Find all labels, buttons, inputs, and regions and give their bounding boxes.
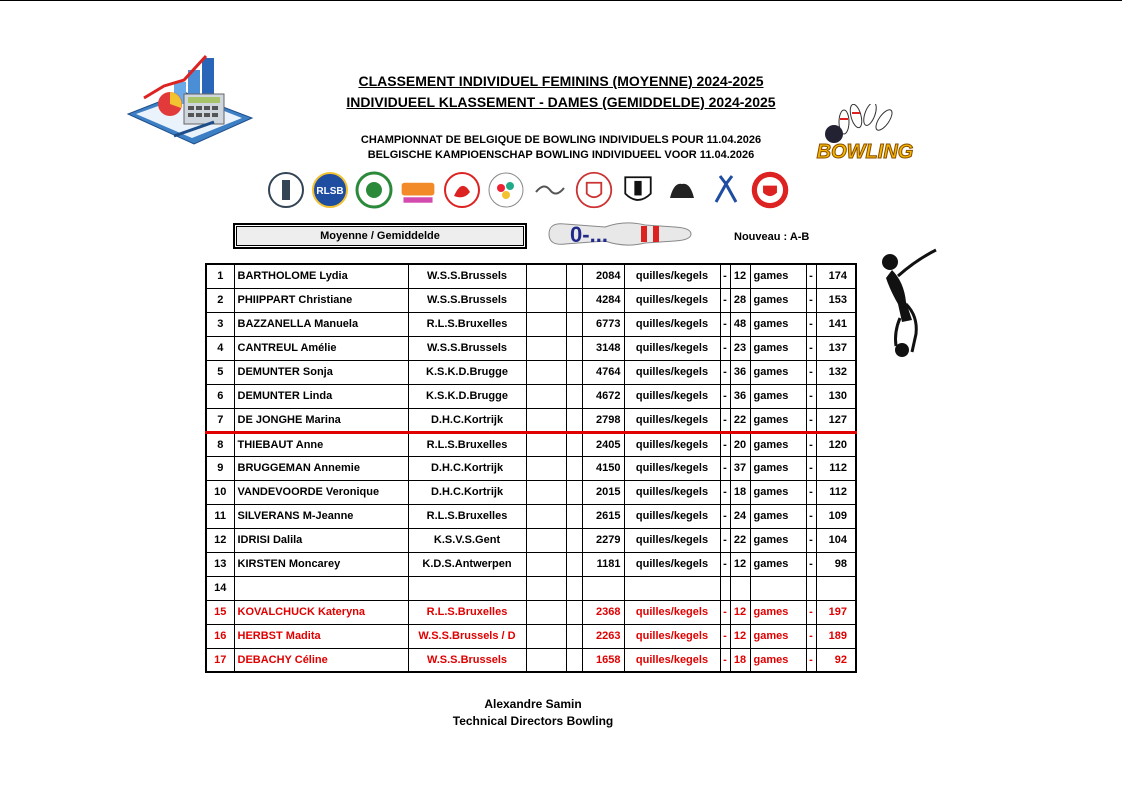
games-count-cell: 18 [730, 648, 750, 672]
rank-cell: 10 [206, 480, 234, 504]
separator-cell: - [720, 552, 730, 576]
rank-cell: 3 [206, 312, 234, 336]
table-row [206, 360, 856, 384]
games-label-cell: games [750, 456, 806, 480]
player-name-cell: DE JONGHE Marina [234, 408, 408, 432]
games-label-cell: games [750, 528, 806, 552]
pins-total-cell: 4764 [582, 360, 624, 384]
ranking-table-body [206, 264, 856, 672]
empty-cell [566, 600, 582, 624]
separator-cell: - [806, 600, 816, 624]
player-name-cell: VANDEVOORDE Veronique [234, 480, 408, 504]
table-row [206, 456, 856, 480]
empty-cell [566, 408, 582, 432]
pins-total-cell: 2405 [582, 432, 624, 456]
unit-cell: quilles/kegels [624, 624, 720, 648]
average-cell: 112 [816, 456, 856, 480]
games-label-cell: games [750, 504, 806, 528]
games-label-cell: games [750, 384, 806, 408]
colorful-club-logo-icon [398, 170, 438, 210]
unit-cell: quilles/kegels [624, 528, 720, 552]
federation-seal-icon [266, 170, 306, 210]
table-row [206, 528, 856, 552]
pins-total-cell: 1181 [582, 552, 624, 576]
pins-total-cell: 2615 [582, 504, 624, 528]
rank-cell: 13 [206, 552, 234, 576]
table-row [206, 552, 856, 576]
player-name-cell: HERBST Madita [234, 624, 408, 648]
table-row [206, 432, 856, 456]
unit-cell: quilles/kegels [624, 480, 720, 504]
separator-cell: - [806, 384, 816, 408]
player-name-cell: BAZZANELLA Manuela [234, 312, 408, 336]
separator-cell: - [720, 504, 730, 528]
empty-cell [526, 600, 566, 624]
unit-cell: quilles/kegels [624, 336, 720, 360]
empty-cell [526, 528, 566, 552]
separator-cell: - [806, 288, 816, 312]
player-name-cell: DEMUNTER Sonja [234, 360, 408, 384]
pins-total-cell: 4672 [582, 384, 624, 408]
rank-cell: 5 [206, 360, 234, 384]
red-round-emblem-icon [750, 167, 790, 213]
separator-cell: - [720, 600, 730, 624]
unit-cell: quilles/kegels [624, 312, 720, 336]
federation-logo-9 [618, 170, 658, 210]
pins-total-cell: 4284 [582, 288, 624, 312]
separator-cell: - [806, 624, 816, 648]
subtitle-french: CHAMPIONNAT DE BELGIQUE DE BOWLING INDIVIDUELS POUR 11.04.2026 [360, 134, 762, 146]
games-count-cell: 22 [730, 528, 750, 552]
average-cell: 137 [816, 336, 856, 360]
player-name-cell: BRUGGEMAN Annemie [234, 456, 408, 480]
empty-cell [566, 552, 582, 576]
separator-cell: - [720, 336, 730, 360]
player-name-cell: CANTREUL Amélie [234, 336, 408, 360]
player-name-cell: KIRSTEN Moncarey [234, 552, 408, 576]
player-name-cell: THIEBAUT Anne [234, 432, 408, 456]
unit-cell: quilles/kegels [624, 552, 720, 576]
pins-total-cell: 1658 [582, 648, 624, 672]
player-name-cell [234, 576, 408, 600]
rank-cell: 9 [206, 456, 234, 480]
empty-cell [566, 576, 582, 600]
club-cell: D.H.C.Kortrijk [408, 408, 526, 432]
table-row [206, 648, 856, 672]
games-count-cell: 37 [730, 456, 750, 480]
games-label-cell: games [750, 312, 806, 336]
average-cell: 120 [816, 432, 856, 456]
rank-cell: 2 [206, 288, 234, 312]
black-crest-icon [618, 168, 658, 212]
club-cell: K.S.K.D.Brugge [408, 360, 526, 384]
club-cell: W.S.S.Brussels [408, 648, 526, 672]
pins-total-cell: 2084 [582, 264, 624, 288]
unit-cell: quilles/kegels [624, 360, 720, 384]
empty-cell [526, 456, 566, 480]
empty-cell [526, 480, 566, 504]
average-cell: 141 [816, 312, 856, 336]
separator-cell: - [720, 432, 730, 456]
games-label-cell: games [750, 480, 806, 504]
games-count-cell: 12 [730, 552, 750, 576]
ranking-table [205, 263, 857, 673]
federation-logo-12 [750, 170, 790, 210]
unit-cell: quilles/kegels [624, 456, 720, 480]
federation-logo-10 [662, 170, 702, 210]
club-cell: R.L.S.Bruxelles [408, 312, 526, 336]
separator-cell [806, 576, 816, 600]
separator-cell: - [720, 648, 730, 672]
multicolor-seal-icon [486, 170, 526, 210]
club-cell: R.L.S.Bruxelles [408, 504, 526, 528]
games-count-cell: 48 [730, 312, 750, 336]
federation-logo-1 [266, 170, 306, 210]
separator-cell: - [806, 480, 816, 504]
average-cell: 189 [816, 624, 856, 648]
club-cell: W.S.S.Brussels [408, 288, 526, 312]
separator-cell: - [806, 432, 816, 456]
pins-total-cell: 2798 [582, 408, 624, 432]
empty-cell [566, 312, 582, 336]
table-row [206, 336, 856, 360]
empty-cell [526, 576, 566, 600]
bowling-logo-text: BOWLING [816, 141, 914, 163]
rank-cell: 16 [206, 624, 234, 648]
moyenne-label-box: Moyenne / Gemiddelde [233, 223, 527, 249]
federation-logo-rlsb [310, 170, 350, 210]
empty-cell [526, 648, 566, 672]
table-row [206, 576, 856, 600]
empty-cell [526, 408, 566, 432]
games-label-cell: games [750, 360, 806, 384]
rank-cell: 17 [206, 648, 234, 672]
lions-logo-icon [662, 170, 702, 210]
unit-cell: quilles/kegels [624, 264, 720, 288]
average-cell: 130 [816, 384, 856, 408]
empty-cell [566, 480, 582, 504]
player-name-cell: PHIIPPART Christiane [234, 288, 408, 312]
separator-cell: - [806, 648, 816, 672]
empty-cell [566, 360, 582, 384]
average-cell: 197 [816, 600, 856, 624]
separator-cell: - [806, 528, 816, 552]
separator-cell: - [720, 480, 730, 504]
games-count-cell: 22 [730, 408, 750, 432]
separator-cell: - [806, 504, 816, 528]
separator-cell: - [806, 408, 816, 432]
club-cell: W.S.S.Brussels [408, 264, 526, 288]
games-count-cell: 12 [730, 600, 750, 624]
rank-cell: 8 [206, 432, 234, 456]
average-cell: 104 [816, 528, 856, 552]
club-cell: K.S.K.D.Brugge [408, 384, 526, 408]
unit-cell: quilles/kegels [624, 648, 720, 672]
pins-total-cell: 2263 [582, 624, 624, 648]
separator-cell: - [806, 360, 816, 384]
empty-cell [566, 456, 582, 480]
empty-cell [526, 552, 566, 576]
rlsb-logo-text: RLSB [316, 186, 344, 197]
games-count-cell: 12 [730, 264, 750, 288]
green-seal-icon [354, 170, 394, 210]
empty-cell [566, 648, 582, 672]
table-row [206, 600, 856, 624]
average-cell: 153 [816, 288, 856, 312]
games-label-cell: games [750, 288, 806, 312]
average-cell: 174 [816, 264, 856, 288]
empty-cell [526, 432, 566, 456]
title-french: CLASSEMENT INDIVIDUEL FEMININS (MOYENNE) 2024-2025 [358, 73, 764, 89]
unit-cell: quilles/kegels [624, 384, 720, 408]
rank-cell: 7 [206, 408, 234, 432]
table-row [206, 288, 856, 312]
pins-total-cell: 2279 [582, 528, 624, 552]
average-cell: 92 [816, 648, 856, 672]
federation-logo-7 [530, 170, 570, 210]
separator-cell: - [720, 624, 730, 648]
table-row [206, 264, 856, 288]
empty-cell [526, 504, 566, 528]
pins-total-cell: 2368 [582, 600, 624, 624]
sketch-logo-icon [530, 170, 570, 210]
empty-cell [526, 312, 566, 336]
federation-logo-11 [706, 170, 746, 210]
pin-badge-text: 0-... [570, 222, 608, 247]
federation-logo-6 [486, 170, 526, 210]
empty-cell [566, 504, 582, 528]
rlsb-logo-icon [310, 170, 350, 210]
blue-deer-icon [706, 170, 746, 210]
separator-cell: - [806, 312, 816, 336]
club-cell: R.L.S.Bruxelles [408, 432, 526, 456]
empty-cell [526, 360, 566, 384]
games-label-cell: games [750, 432, 806, 456]
empty-cell [566, 432, 582, 456]
club-cell: R.L.S.Bruxelles [408, 600, 526, 624]
games-count-cell: 36 [730, 384, 750, 408]
unit-cell: quilles/kegels [624, 432, 720, 456]
bowling-pin-badge [545, 218, 693, 250]
bowling-logo [804, 104, 926, 168]
title-dutch: INDIVIDUEEL KLASSEMENT - DAMES (GEMIDDELDE) 2024-2025 [346, 94, 776, 110]
empty-cell [566, 384, 582, 408]
games-label-cell: games [750, 624, 806, 648]
average-cell: 98 [816, 552, 856, 576]
separator-cell [720, 576, 730, 600]
club-cell: K.D.S.Antwerpen [408, 552, 526, 576]
pins-total-cell: 6773 [582, 312, 624, 336]
nouveau-label: Nouveau : A-B [734, 231, 810, 243]
rank-cell: 15 [206, 600, 234, 624]
empty-cell [566, 624, 582, 648]
table-row [206, 504, 856, 528]
games-count-cell: 23 [730, 336, 750, 360]
federation-logo-5 [442, 170, 482, 210]
club-cell: W.S.S.Brussels / D [408, 624, 526, 648]
separator-cell: - [806, 456, 816, 480]
separator-cell: - [806, 264, 816, 288]
club-cell: K.S.V.S.Gent [408, 528, 526, 552]
games-label-cell: games [750, 648, 806, 672]
empty-cell [566, 528, 582, 552]
separator-cell: - [806, 552, 816, 576]
unit-cell: quilles/kegels [624, 504, 720, 528]
games-label-cell [750, 576, 806, 600]
pins-total-cell [582, 576, 624, 600]
table-row [206, 408, 856, 432]
red-crest-icon [574, 168, 614, 212]
bowler-silhouette-icon [872, 242, 944, 364]
average-cell: 132 [816, 360, 856, 384]
average-cell [816, 576, 856, 600]
games-count-cell [730, 576, 750, 600]
games-count-cell: 28 [730, 288, 750, 312]
club-cell [408, 576, 526, 600]
empty-cell [526, 384, 566, 408]
player-name-cell: SILVERANS M-Jeanne [234, 504, 408, 528]
federation-logo-4 [398, 170, 438, 210]
red-swan-icon [442, 170, 482, 210]
empty-cell [526, 336, 566, 360]
games-label-cell: games [750, 600, 806, 624]
average-cell: 112 [816, 480, 856, 504]
player-name-cell: IDRISI Dalila [234, 528, 408, 552]
average-cell: 127 [816, 408, 856, 432]
empty-cell [566, 336, 582, 360]
empty-cell [566, 264, 582, 288]
separator-cell: - [720, 456, 730, 480]
games-count-cell: 12 [730, 624, 750, 648]
top-border-line [0, 0, 1122, 1]
games-count-cell: 36 [730, 360, 750, 384]
table-row [206, 384, 856, 408]
separator-cell: - [720, 288, 730, 312]
rank-cell: 6 [206, 384, 234, 408]
separator-cell: - [720, 528, 730, 552]
games-count-cell: 24 [730, 504, 750, 528]
unit-cell: quilles/kegels [624, 408, 720, 432]
rank-cell: 11 [206, 504, 234, 528]
empty-cell [526, 624, 566, 648]
signature-title: Technical Directors Bowling [452, 714, 614, 728]
subtitle-dutch: BELGISCHE KAMPIOENSCHAP BOWLING INDIVIDUEEL VOOR 11.04.2026 [367, 149, 755, 161]
separator-cell: - [720, 360, 730, 384]
pins-total-cell: 3148 [582, 336, 624, 360]
empty-cell [526, 264, 566, 288]
club-cell: D.H.C.Kortrijk [408, 480, 526, 504]
club-cell: D.H.C.Kortrijk [408, 456, 526, 480]
games-label-cell: games [750, 552, 806, 576]
rank-cell: 1 [206, 264, 234, 288]
games-label-cell: games [750, 264, 806, 288]
empty-cell [526, 288, 566, 312]
empty-cell [566, 288, 582, 312]
rank-cell: 4 [206, 336, 234, 360]
separator-cell: - [720, 408, 730, 432]
unit-cell [624, 576, 720, 600]
separator-cell: - [720, 312, 730, 336]
games-label-cell: games [750, 408, 806, 432]
player-name-cell: BARTHOLOME Lydia [234, 264, 408, 288]
games-count-cell: 18 [730, 480, 750, 504]
signature-name: Alexandre Samin [484, 697, 582, 711]
unit-cell: quilles/kegels [624, 288, 720, 312]
table-row [206, 312, 856, 336]
federation-logo-8 [574, 170, 614, 210]
pins-total-cell: 4150 [582, 456, 624, 480]
rank-cell: 12 [206, 528, 234, 552]
table-row [206, 480, 856, 504]
games-label-cell: games [750, 336, 806, 360]
separator-cell: - [720, 264, 730, 288]
rank-cell: 14 [206, 576, 234, 600]
table-row [206, 624, 856, 648]
player-name-cell: DEBACHY Céline [234, 648, 408, 672]
pins-total-cell: 2015 [582, 480, 624, 504]
games-count-cell: 20 [730, 432, 750, 456]
federation-logo-3 [354, 170, 394, 210]
player-name-cell: DEMUNTER Linda [234, 384, 408, 408]
player-name-cell: KOVALCHUCK Kateryna [234, 600, 408, 624]
average-cell: 109 [816, 504, 856, 528]
club-cell: W.S.S.Brussels [408, 336, 526, 360]
federation-logos [266, 167, 788, 213]
separator-cell: - [806, 336, 816, 360]
separator-cell: - [720, 384, 730, 408]
unit-cell: quilles/kegels [624, 600, 720, 624]
